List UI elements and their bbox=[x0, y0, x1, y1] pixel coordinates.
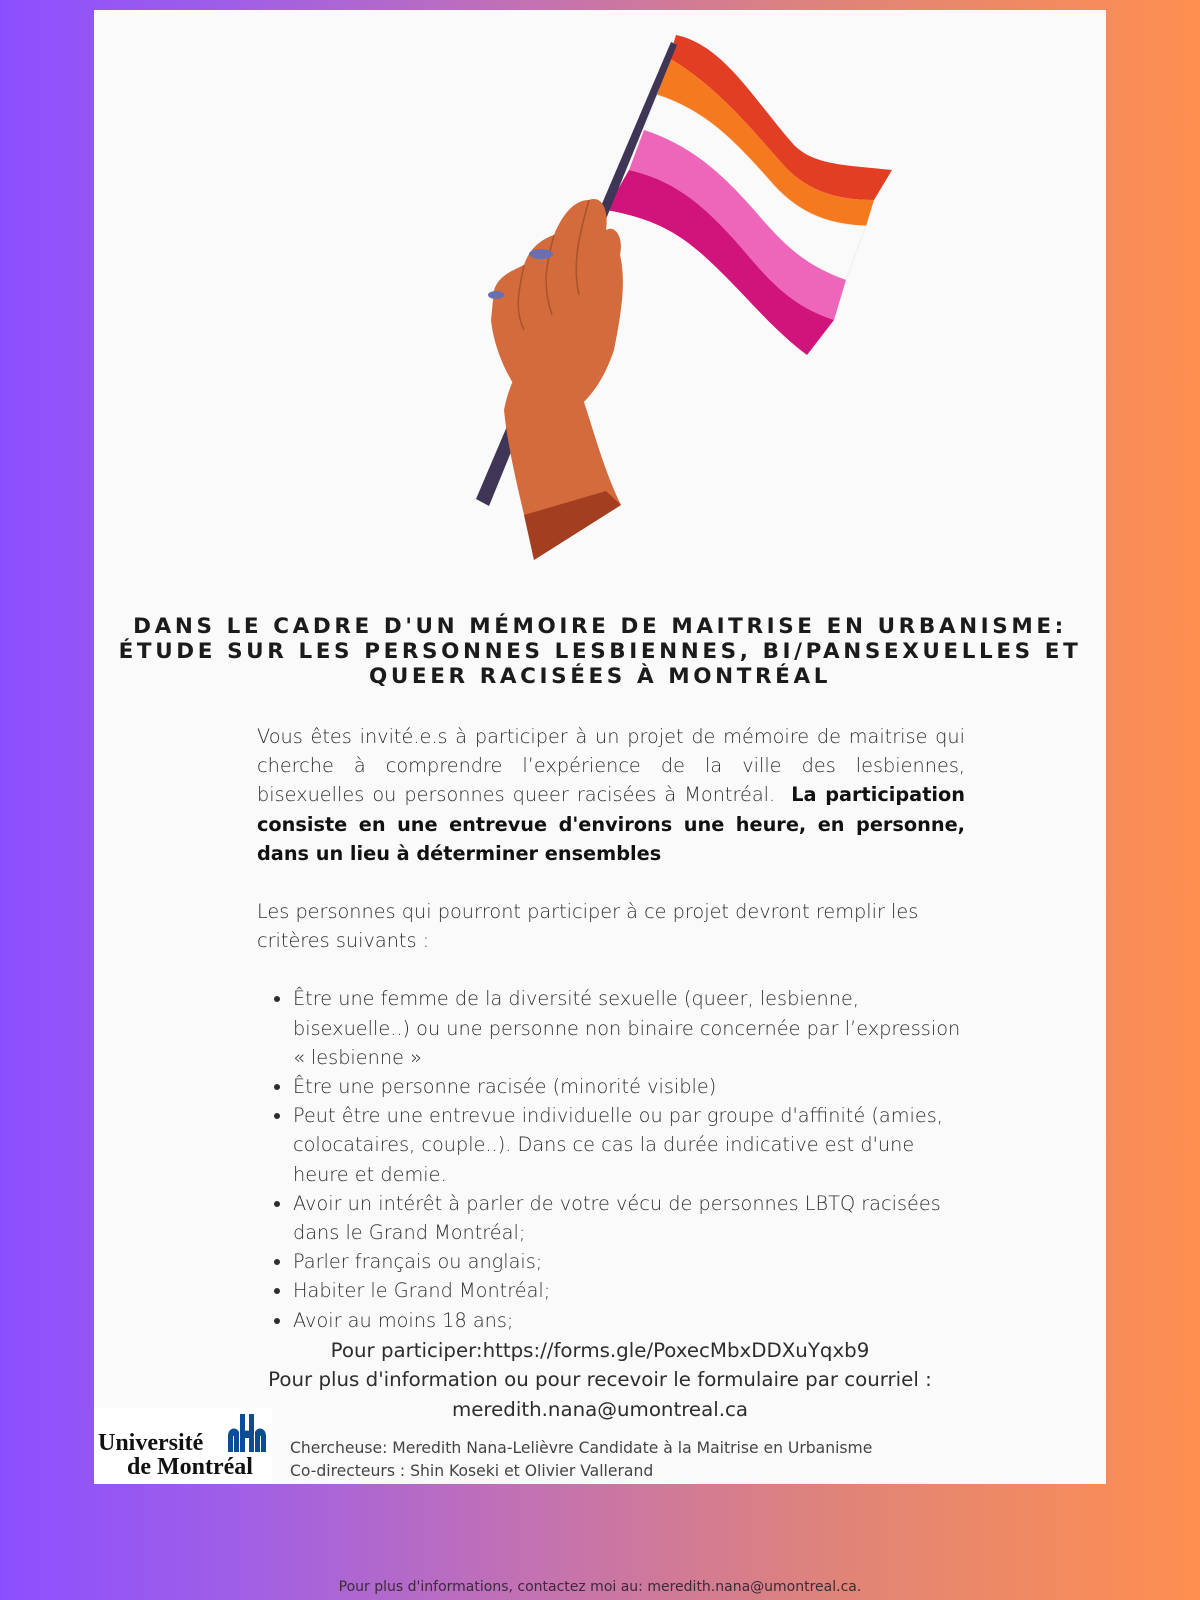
title-line: QUEER RACISÉES À MONTRÉAL bbox=[369, 664, 831, 689]
researcher-line: Chercheuse: Meredith Nana-Lelièvre Candidate à la Maitrise en Urbanisme bbox=[290, 1439, 873, 1457]
criteria-list bbox=[257, 984, 965, 1334]
intro-bold-text: La participation consiste en une entrevue d'environs une heure, en personne, dans un lieu à déterminer ensembles bbox=[257, 783, 965, 865]
hand bbox=[491, 199, 623, 415]
list-item: • Être une personne racisée (minorité visible) bbox=[293, 1072, 965, 1101]
list-item: • Avoir au moins 18 ans; bbox=[293, 1306, 965, 1335]
info-text: Pour plus d'information ou pour recevoir le formulaire par courriel : bbox=[268, 1368, 932, 1392]
lesbian-flag-illustration bbox=[374, 30, 934, 590]
list-item: • Peut être une entrevue individuelle ou par groupe d'affinité (amies, colocataires, couple..). Dans ce cas la durée indicative est d'une heure et demie. bbox=[293, 1101, 965, 1189]
title-line: DANS LE CADRE D'UN MÉMOIRE DE MAITRISE EN URBANISME: bbox=[133, 614, 1067, 639]
list-item: • Habiter le Grand Montréal; bbox=[293, 1276, 965, 1305]
list-item: • Être une femme de la diversité sexuelle (queer, lesbienne, bisexuelle..) ou une personne non binaire concernée par l’expression « lesbienne » bbox=[293, 984, 965, 1072]
ring bbox=[488, 291, 504, 299]
udem-emblem-icon bbox=[226, 1414, 268, 1454]
logo-text-line2: de Montréal bbox=[127, 1454, 253, 1480]
poster-body bbox=[257, 722, 965, 1335]
udem-logo bbox=[94, 1408, 272, 1484]
credits bbox=[290, 1437, 872, 1483]
criteria-intro: Les personnes qui pourront participer à ce projet devront remplir les critères suivants : bbox=[257, 900, 919, 953]
participate-link[interactable]: Pour participer:https://forms.gle/PoxecMbxDDXuYqxb9 bbox=[330, 1339, 870, 1362]
list-item: • Parler français ou anglais; bbox=[293, 1247, 965, 1276]
footer-contact-note: Pour plus d'informations, contactez moi au: meredith.nana@umontreal.ca. bbox=[338, 1579, 862, 1595]
list-item: • Avoir un intérêt à parler de votre vécu de personnes LBTQ racisées dans le Grand Montréal; bbox=[293, 1189, 965, 1247]
poster-title bbox=[94, 614, 1106, 689]
poster bbox=[94, 10, 1106, 1484]
ring bbox=[529, 249, 553, 259]
codirectors-line: Co-directeurs : Shin Koseki et Olivier Vallerand bbox=[290, 1462, 654, 1480]
title-line: ÉTUDE SUR LES PERSONNES LESBIENNES, BI/PANSEXUELLES ET bbox=[118, 639, 1082, 664]
logo-text-line1: Université bbox=[98, 1430, 204, 1456]
intro-text: Vous êtes invité.e.s à participer à un projet de mémoire de maitrise qui cherche à comprendre l’expérience de la ville des lesbiennes, bisexuelles ou personnes queer racisées à Montréal. bbox=[257, 725, 965, 807]
contact-email[interactable]: meredith.nana@umontreal.ca bbox=[451, 1397, 748, 1421]
intro-paragraph bbox=[257, 722, 965, 868]
